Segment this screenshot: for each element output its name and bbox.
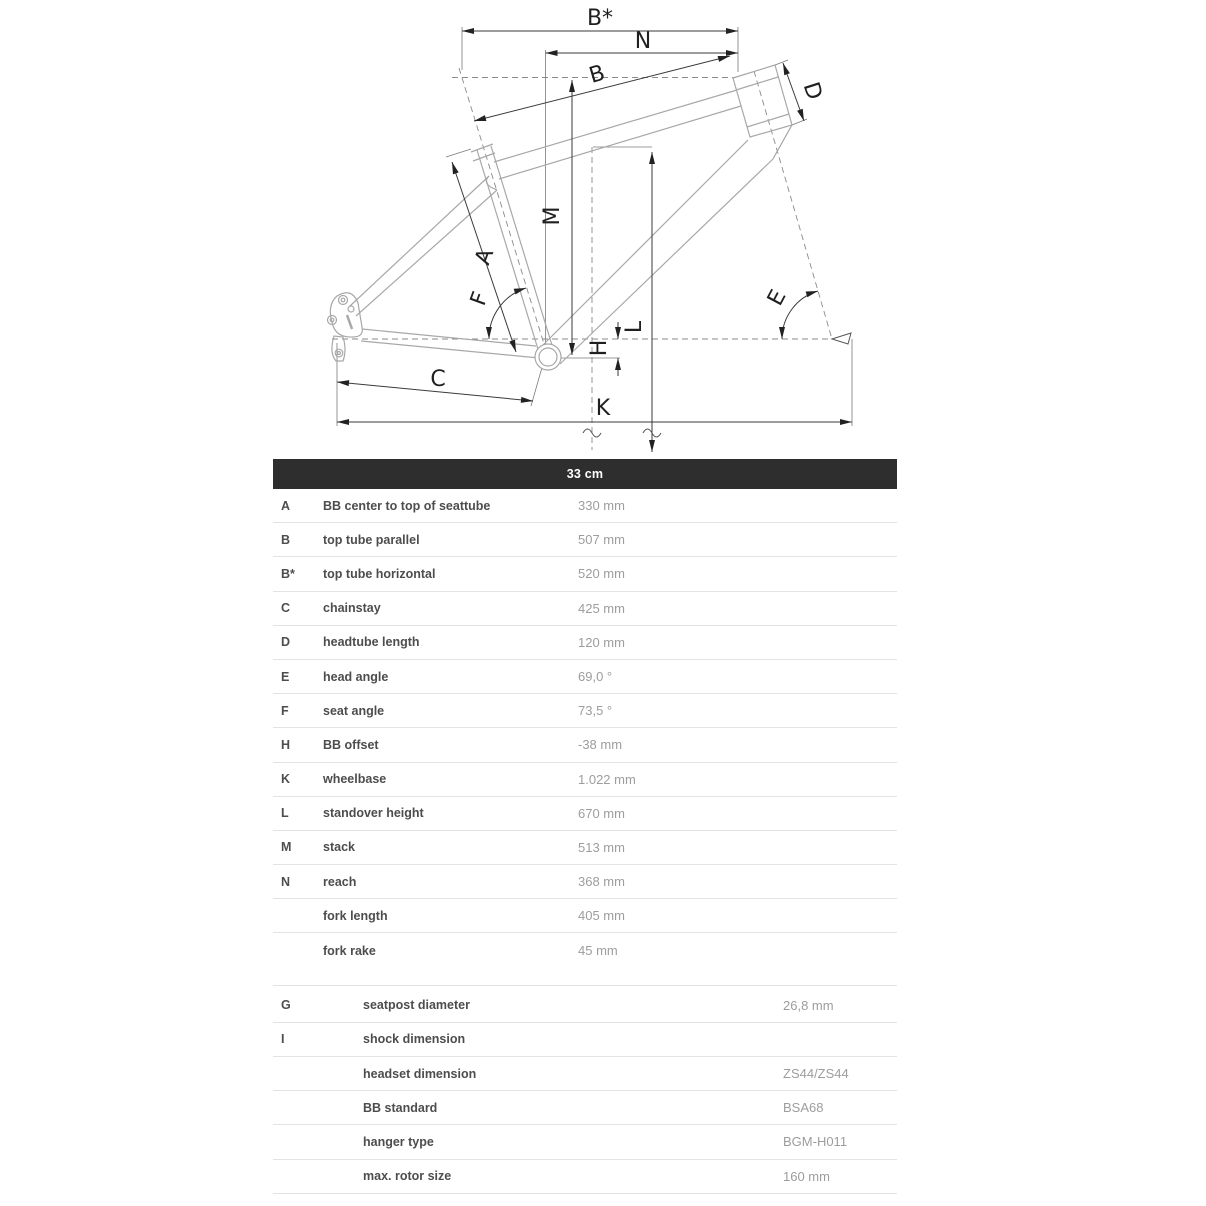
label-a: A xyxy=(470,245,500,269)
seat-tube-cap xyxy=(471,144,493,152)
row-letter: E xyxy=(281,669,290,684)
row-label: top tube horizontal xyxy=(323,566,436,581)
seat-stay-cap xyxy=(486,176,497,190)
row-label: reach xyxy=(323,874,357,889)
row-letter: B xyxy=(281,532,291,547)
row-value: ZS44/ZS44 xyxy=(783,1066,849,1082)
row-label: standover height xyxy=(323,806,424,821)
row-letter: B* xyxy=(281,566,295,581)
table-row xyxy=(273,797,897,831)
table-row xyxy=(273,1091,897,1125)
top-tube-upper xyxy=(494,90,737,162)
label-m: M xyxy=(540,206,565,226)
table-row xyxy=(273,865,897,899)
row-value: -38 mm xyxy=(578,737,623,753)
rear-dropout-detail xyxy=(328,293,363,361)
row-value: 405 mm xyxy=(578,908,625,924)
row-value: 1.022 mm xyxy=(578,771,636,787)
top-tube-lower xyxy=(499,106,741,179)
label-b-star: B* xyxy=(586,6,614,31)
row-label: fork length xyxy=(323,908,388,923)
row-letter: N xyxy=(281,874,291,889)
table-row xyxy=(273,626,897,660)
table-row xyxy=(273,1160,897,1194)
table-row xyxy=(273,763,897,797)
label-h: H xyxy=(587,339,612,357)
dimension-lines xyxy=(337,31,852,452)
table-row xyxy=(273,831,897,865)
row-label: top tube parallel xyxy=(323,532,420,547)
row-value: 160 mm xyxy=(783,1168,830,1184)
label-k: K xyxy=(595,396,611,421)
row-label: headset dimension xyxy=(363,1066,477,1081)
row-label: BB center to top of seattube xyxy=(323,498,491,513)
row-label: seat angle xyxy=(323,703,385,718)
geometry-spec-table xyxy=(273,459,897,1194)
dim-f-arc xyxy=(489,288,526,339)
row-letter: K xyxy=(281,772,291,787)
row-letter: C xyxy=(281,601,291,616)
row-letter: F xyxy=(281,703,289,718)
table-row xyxy=(273,694,897,728)
table-row xyxy=(273,933,897,967)
row-label: headtube length xyxy=(323,635,420,650)
row-label: chainstay xyxy=(323,601,381,616)
size-header: 33 cm xyxy=(273,459,897,489)
row-label: BB standard xyxy=(363,1100,438,1115)
row-letter: M xyxy=(281,840,292,855)
detail-rows xyxy=(273,989,897,1194)
row-label: wheelbase xyxy=(323,772,387,787)
label-l: L xyxy=(622,320,647,334)
row-value: 330 mm xyxy=(578,498,625,514)
row-letter: G xyxy=(281,998,291,1013)
label-e: E xyxy=(762,285,792,310)
construction-lines xyxy=(332,68,852,450)
row-value: 425 mm xyxy=(578,600,625,616)
headset-cup-bottom xyxy=(747,114,789,127)
row-label: shock dimension xyxy=(363,1032,466,1047)
label-c: C xyxy=(430,367,446,392)
table-row xyxy=(273,899,897,933)
row-label: fork rake xyxy=(323,943,376,958)
row-value: 513 mm xyxy=(578,839,625,855)
label-b: B xyxy=(586,60,608,89)
row-value: 73,5 ° xyxy=(578,703,613,719)
row-letter: I xyxy=(281,1032,285,1047)
row-value: 26,8 mm xyxy=(783,997,834,1013)
row-letter: A xyxy=(281,498,291,513)
row-value: 507 mm xyxy=(578,532,625,548)
geometry-rows xyxy=(273,489,897,968)
row-label: seatpost diameter xyxy=(363,998,470,1013)
row-value: 670 mm xyxy=(578,805,625,821)
label-n: N xyxy=(634,29,652,54)
frame-geometry-diagram xyxy=(0,0,1206,458)
table-row xyxy=(273,728,897,762)
row-label: hanger type xyxy=(363,1134,434,1149)
table-row xyxy=(273,489,897,523)
table-row xyxy=(273,557,897,591)
row-value: 69,0 ° xyxy=(578,669,613,685)
table-row xyxy=(273,989,897,1023)
row-label: stack xyxy=(323,840,355,855)
row-value: BSA68 xyxy=(783,1100,824,1116)
row-letter: D xyxy=(281,635,291,650)
seat-stay-upper xyxy=(350,176,489,306)
drawing-symbols xyxy=(583,333,851,437)
row-label: BB offset xyxy=(323,737,379,752)
seat-tube-collar xyxy=(473,153,495,161)
fork-offset-triangle xyxy=(832,333,851,344)
row-value: 120 mm xyxy=(578,634,625,650)
row-value: 45 mm xyxy=(578,943,618,959)
label-f: F xyxy=(465,288,494,309)
table-row xyxy=(273,1125,897,1159)
row-value: 520 mm xyxy=(578,566,625,582)
row-label: max. rotor size xyxy=(363,1169,452,1184)
headset-cup-top xyxy=(736,77,778,90)
row-letter: L xyxy=(281,806,289,821)
section-divider xyxy=(273,968,897,986)
label-d: D xyxy=(797,79,827,103)
table-row xyxy=(273,1023,897,1057)
row-label: head angle xyxy=(323,669,389,684)
row-letter: H xyxy=(281,737,291,752)
table-row xyxy=(273,523,897,557)
table-row xyxy=(273,1057,897,1091)
table-row xyxy=(273,592,897,626)
row-value: 368 mm xyxy=(578,874,625,890)
axle-slot xyxy=(347,315,352,329)
table-row xyxy=(273,660,897,694)
row-value: BGM-H011 xyxy=(783,1134,848,1150)
dimension-labels xyxy=(430,6,826,421)
